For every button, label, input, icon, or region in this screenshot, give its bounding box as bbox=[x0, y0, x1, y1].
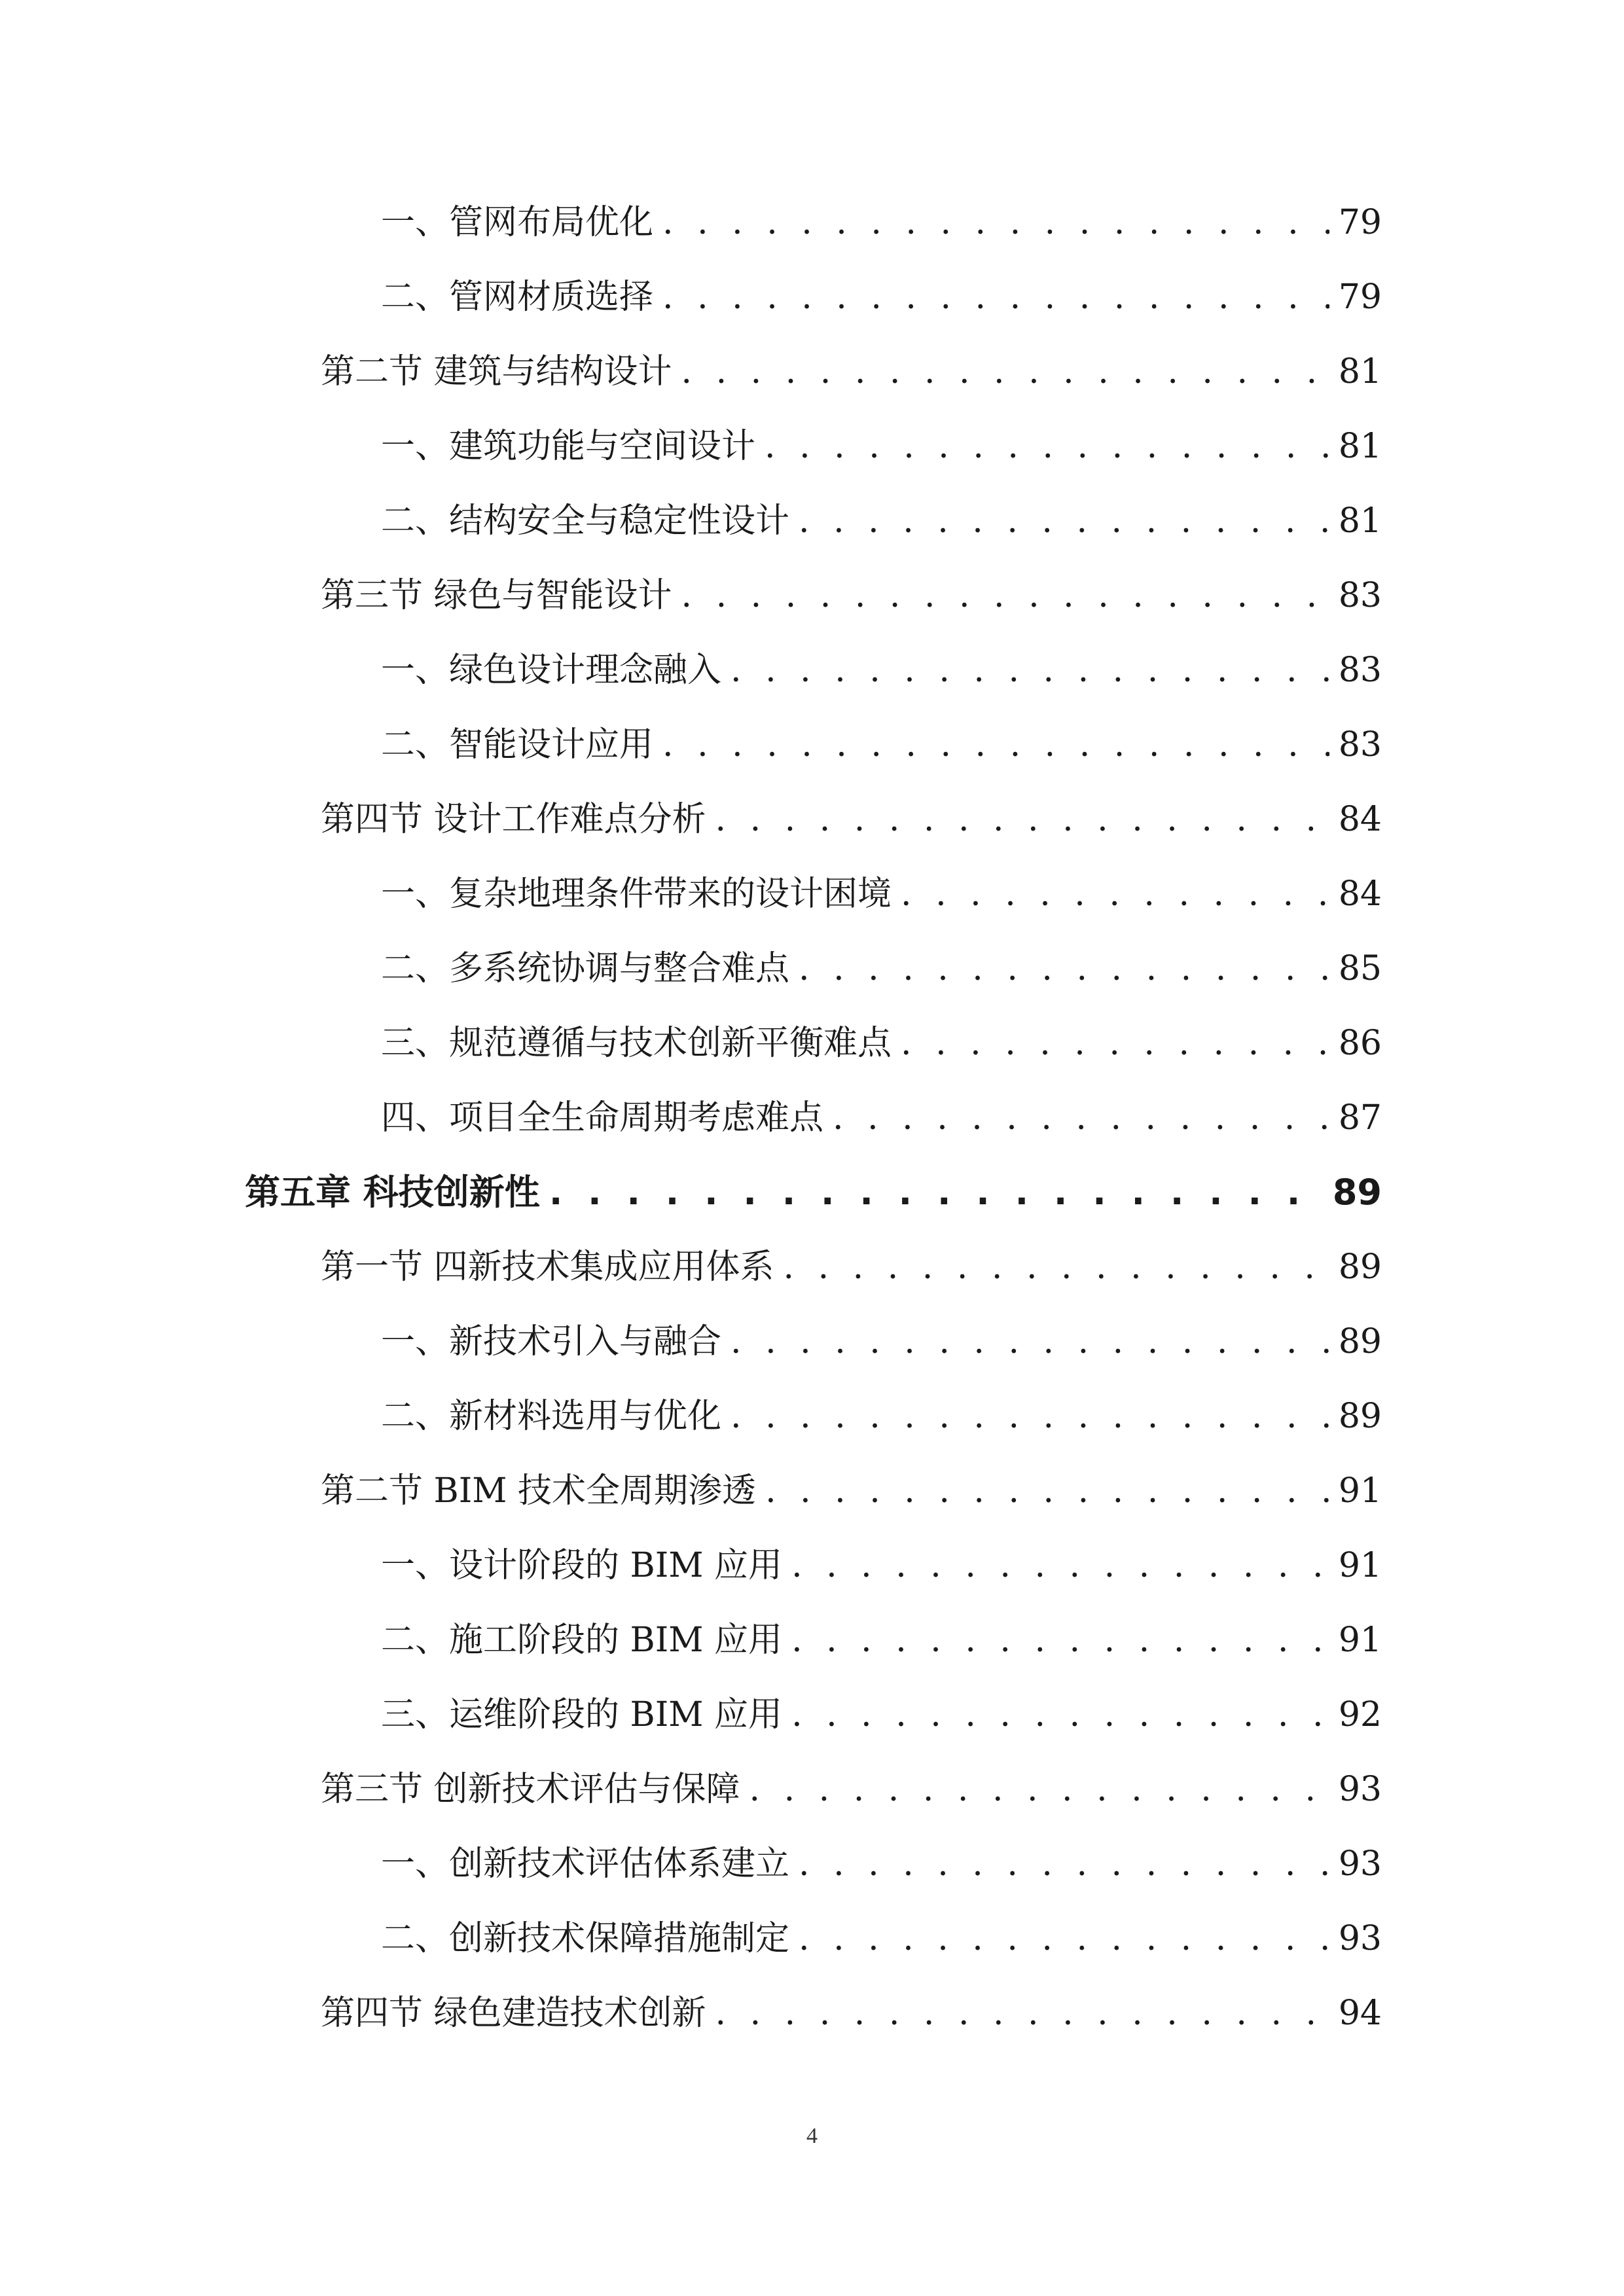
toc-entry[interactable] bbox=[381, 719, 1382, 771]
toc-entry-title: 一、管网布局优化 bbox=[381, 203, 654, 242]
dot-leader bbox=[799, 1912, 1329, 1965]
toc-entry-page: 87 bbox=[1338, 1098, 1382, 1138]
toc-entry-page: 86 bbox=[1338, 1024, 1382, 1063]
toc-entry-title: 四、项目全生命周期考虑难点 bbox=[381, 1098, 824, 1138]
toc-entry-title: 二、施工阶段的 BIM 应用 bbox=[381, 1621, 783, 1660]
toc-chapter-entry[interactable] bbox=[245, 1166, 1382, 1219]
dot-leader bbox=[731, 1316, 1329, 1368]
dot-leader bbox=[799, 1838, 1329, 1890]
dot-leader bbox=[731, 1390, 1329, 1443]
toc-entry[interactable] bbox=[381, 420, 1382, 473]
toc-entry[interactable] bbox=[321, 1241, 1382, 1293]
toc-entry-page: 94 bbox=[1338, 1994, 1382, 2033]
dot-leader bbox=[901, 868, 1329, 920]
toc-entry-page: 83 bbox=[1338, 651, 1382, 690]
toc-entry-title: 二、多系统协调与整合难点 bbox=[381, 949, 790, 988]
dot-leader bbox=[681, 569, 1329, 622]
toc-entry-title: 第二节 BIM 技术全周期渗透 bbox=[321, 1471, 757, 1511]
toc-entry-title: 一、绿色设计理念融入 bbox=[381, 651, 722, 690]
toc-entry-title: 二、创新技术保障措施制定 bbox=[381, 1919, 790, 1958]
page-number: 4 bbox=[806, 2124, 818, 2148]
dot-leader bbox=[791, 1539, 1329, 1592]
toc-entry-title: 第三节 绿色与智能设计 bbox=[321, 576, 672, 615]
toc-entry-page: 83 bbox=[1338, 725, 1382, 764]
toc-entry[interactable] bbox=[381, 868, 1382, 920]
toc-entry-page: 81 bbox=[1338, 427, 1382, 466]
toc-entry-page: 79 bbox=[1338, 278, 1382, 317]
dot-leader bbox=[901, 1017, 1329, 1069]
toc-entry[interactable] bbox=[321, 346, 1382, 398]
toc-entry-page: 93 bbox=[1338, 1770, 1382, 1809]
toc-entry[interactable] bbox=[381, 495, 1382, 547]
toc-entry-title: 三、规范遵循与技术创新平衡难点 bbox=[381, 1024, 892, 1063]
toc-entry[interactable] bbox=[381, 1017, 1382, 1069]
toc-entry-title: 一、设计阶段的 BIM 应用 bbox=[381, 1546, 783, 1585]
toc-entry-title: 一、复杂地理条件带来的设计困境 bbox=[381, 874, 892, 914]
toc-entry[interactable] bbox=[381, 1316, 1382, 1368]
toc-entry-title: 第一节 四新技术集成应用体系 bbox=[321, 1247, 774, 1287]
toc-entry[interactable] bbox=[321, 793, 1382, 846]
toc-entry[interactable] bbox=[381, 942, 1382, 995]
dot-leader bbox=[662, 196, 1329, 249]
toc-entry-title: 一、新技术引入与融合 bbox=[381, 1322, 722, 1361]
toc-entry-title: 第三节 创新技术评估与保障 bbox=[321, 1770, 740, 1809]
dot-leader bbox=[662, 719, 1329, 771]
dot-leader bbox=[662, 271, 1329, 323]
dot-leader bbox=[765, 1465, 1329, 1517]
toc-entry-page: 89 bbox=[1332, 1172, 1382, 1213]
toc-entry-page: 81 bbox=[1338, 501, 1382, 541]
dot-leader bbox=[784, 1241, 1329, 1293]
dot-leader bbox=[715, 793, 1329, 846]
toc-entry-title: 二、管网材质选择 bbox=[381, 278, 654, 317]
toc-entry[interactable] bbox=[381, 196, 1382, 249]
toc-entry[interactable] bbox=[381, 1838, 1382, 1890]
toc-entry[interactable] bbox=[381, 1614, 1382, 1666]
toc-entry-page: 89 bbox=[1338, 1322, 1382, 1361]
toc-entry-page: 91 bbox=[1338, 1471, 1382, 1511]
toc-entry-title: 二、智能设计应用 bbox=[381, 725, 654, 764]
toc-entry[interactable] bbox=[381, 644, 1382, 696]
toc-entry[interactable] bbox=[321, 569, 1382, 622]
toc-entry[interactable] bbox=[381, 1390, 1382, 1443]
toc-entry-title: 第四节 绿色建造技术创新 bbox=[321, 1994, 706, 2033]
toc-entry-title: 第二节 建筑与结构设计 bbox=[321, 352, 672, 391]
toc-entry-title: 一、创新技术评估体系建立 bbox=[381, 1844, 790, 1884]
toc-entry[interactable] bbox=[321, 1465, 1382, 1517]
dot-leader bbox=[791, 1614, 1329, 1666]
dot-leader bbox=[731, 644, 1329, 696]
toc-entry[interactable] bbox=[381, 1539, 1382, 1592]
dot-leader bbox=[765, 420, 1329, 473]
toc-entry[interactable] bbox=[321, 1987, 1382, 2039]
toc-entry-page: 89 bbox=[1338, 1397, 1382, 1436]
toc-entry-page: 92 bbox=[1338, 1695, 1382, 1734]
toc-entry[interactable] bbox=[381, 1689, 1382, 1741]
toc-entry-title: 二、新材料选用与优化 bbox=[381, 1397, 722, 1436]
toc-entry-title: 第四节 设计工作难点分析 bbox=[321, 800, 706, 839]
dot-leader bbox=[799, 495, 1329, 547]
toc-entry-page: 79 bbox=[1338, 203, 1382, 242]
toc-entry-title: 一、建筑功能与空间设计 bbox=[381, 427, 756, 466]
toc-entry-page: 93 bbox=[1338, 1919, 1382, 1958]
dot-leader bbox=[791, 1689, 1329, 1741]
toc-entry-page: 83 bbox=[1338, 576, 1382, 615]
toc-entry-page: 89 bbox=[1338, 1247, 1382, 1287]
toc-entry[interactable] bbox=[381, 271, 1382, 323]
toc-entry-title: 二、结构安全与稳定性设计 bbox=[381, 501, 790, 541]
dot-leader bbox=[749, 1763, 1329, 1816]
toc-entry-page: 91 bbox=[1338, 1546, 1382, 1585]
dot-leader bbox=[833, 1092, 1329, 1144]
toc-entry[interactable] bbox=[381, 1092, 1382, 1144]
toc-entry[interactable] bbox=[321, 1763, 1382, 1816]
toc-entry-page: 81 bbox=[1338, 352, 1382, 391]
dot-leader bbox=[799, 942, 1329, 995]
toc-entry-title: 第五章 科技创新性 bbox=[245, 1172, 540, 1213]
toc-entry-page: 93 bbox=[1338, 1844, 1382, 1884]
dot-leader bbox=[681, 346, 1329, 398]
dot-leader bbox=[549, 1166, 1324, 1219]
dot-leader bbox=[715, 1987, 1329, 2039]
toc-entry-title: 三、运维阶段的 BIM 应用 bbox=[381, 1695, 783, 1734]
toc-entry-page: 84 bbox=[1338, 800, 1382, 839]
toc-entry-page: 85 bbox=[1338, 949, 1382, 988]
toc-entry-page: 91 bbox=[1338, 1621, 1382, 1660]
toc-entry-page: 84 bbox=[1338, 874, 1382, 914]
toc-entry[interactable] bbox=[381, 1912, 1382, 1965]
